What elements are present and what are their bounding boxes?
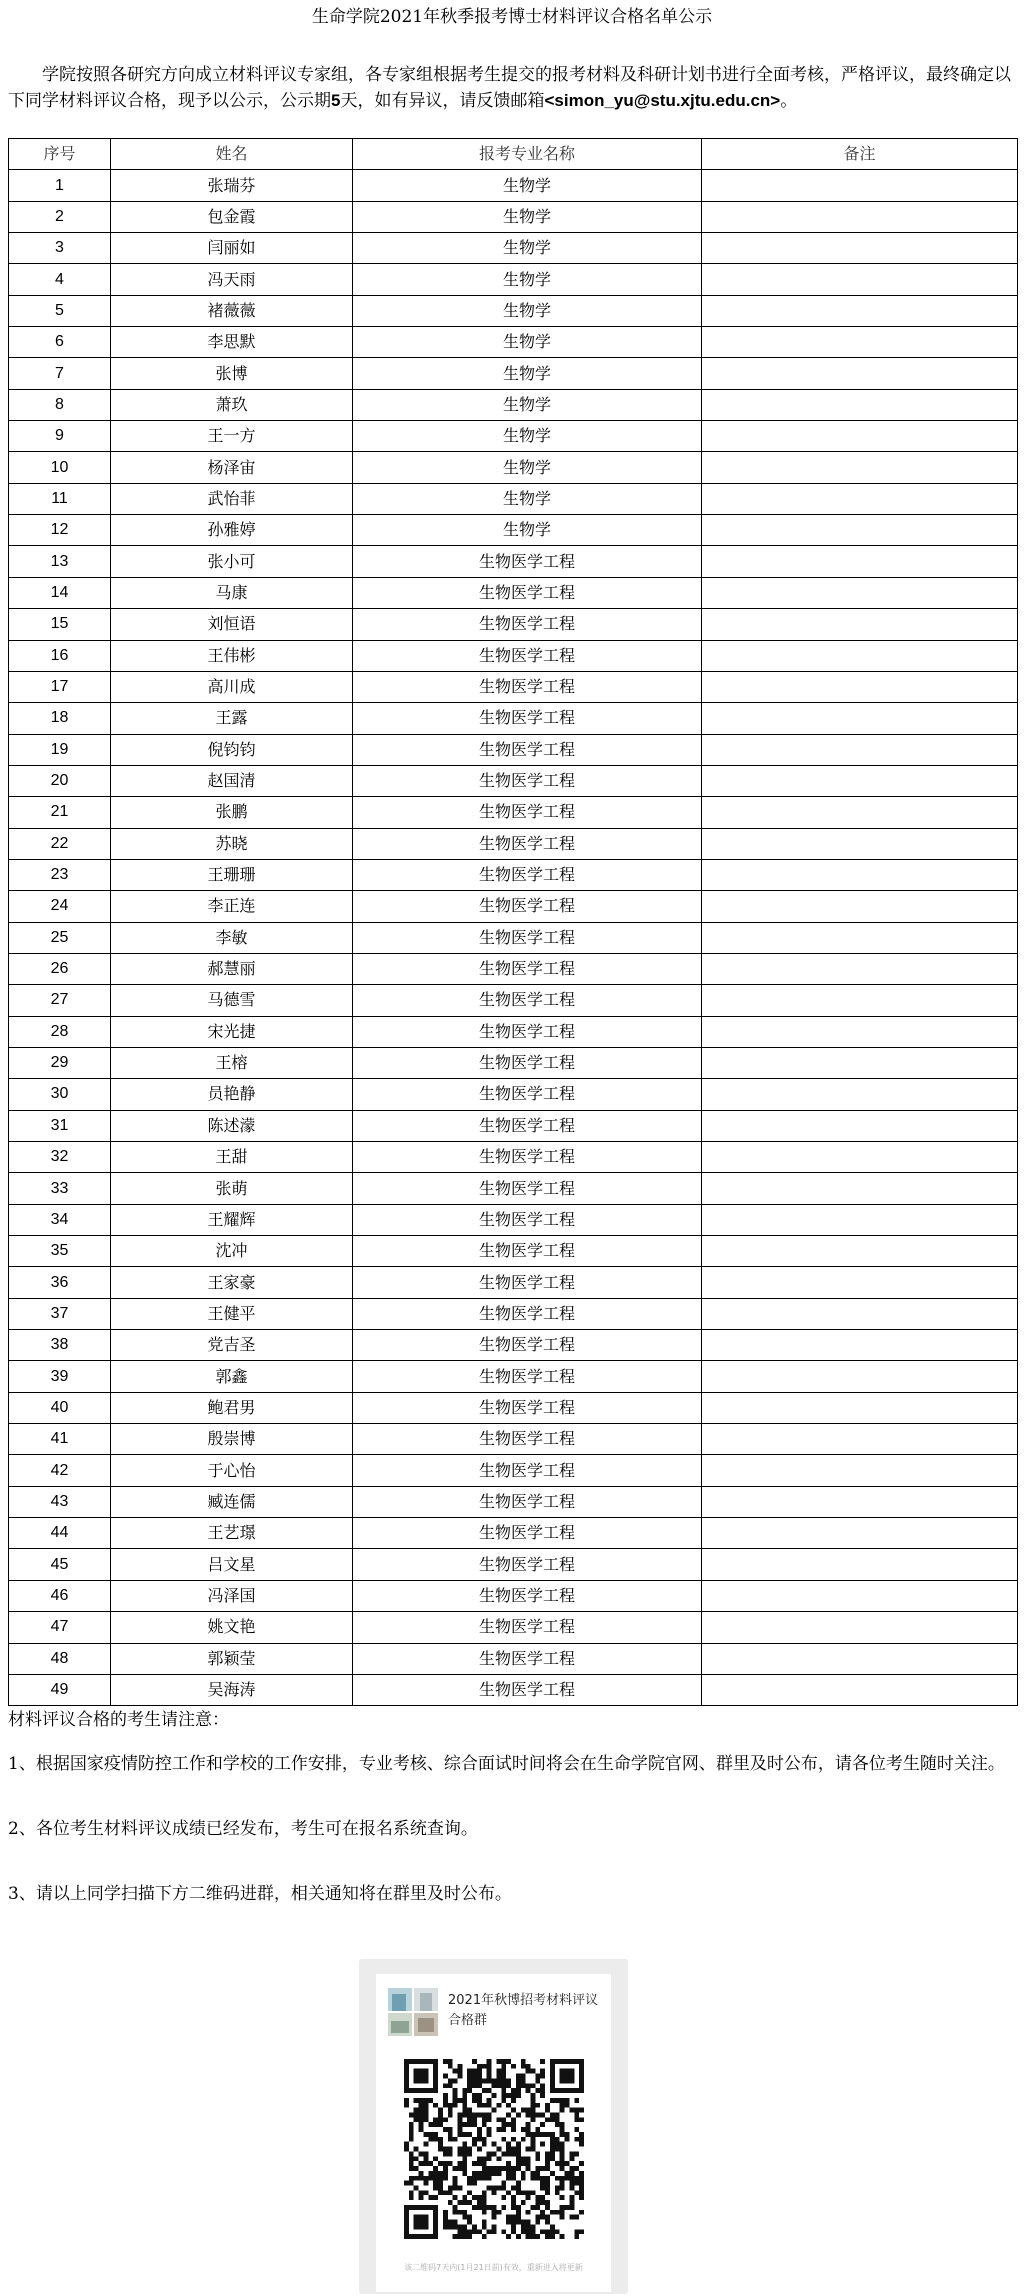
remark-cell: [702, 1674, 1018, 1705]
major-cell: 生物学: [353, 483, 702, 514]
table-row: [9, 985, 1018, 1016]
major-cell: 生物学: [353, 170, 702, 201]
remark-cell: [702, 922, 1018, 953]
index-cell: 13: [9, 546, 111, 577]
qr-code-icon[interactable]: [404, 2059, 584, 2239]
index-cell: 48: [9, 1643, 111, 1674]
name-cell: 闫丽如: [111, 233, 353, 264]
major-cell: 生物医学工程: [353, 1643, 702, 1674]
name-cell: 姚文艳: [111, 1612, 353, 1643]
table-row: [9, 765, 1018, 796]
remark-cell: [702, 734, 1018, 765]
major-cell: 生物学: [353, 327, 702, 358]
index-cell: 29: [9, 1047, 111, 1078]
index-cell: 25: [9, 922, 111, 953]
major-cell: 生物医学工程: [353, 609, 702, 640]
major-cell: 生物医学工程: [353, 828, 702, 859]
index-cell: 32: [9, 1142, 111, 1173]
name-cell: 宋光捷: [111, 1016, 353, 1047]
index-cell: 43: [9, 1486, 111, 1517]
name-cell: 李正连: [111, 891, 353, 922]
name-cell: 包金霞: [111, 201, 353, 232]
remark-cell: [702, 233, 1018, 264]
remark-cell: [702, 671, 1018, 702]
remark-cell: [702, 1079, 1018, 1110]
table-row: [9, 1580, 1018, 1611]
index-cell: 33: [9, 1173, 111, 1204]
table-row: [9, 1486, 1018, 1517]
name-cell: 冯天雨: [111, 264, 353, 295]
name-cell: 杨泽宙: [111, 452, 353, 483]
intro-text-2: 天，如有异议，请反馈邮箱: [340, 91, 545, 111]
remark-cell: [702, 1047, 1018, 1078]
index-cell: 19: [9, 734, 111, 765]
major-cell: 生物医学工程: [353, 1142, 702, 1173]
notice-heading: 材料评议合格的考生请注意：: [8, 1710, 229, 1730]
qr-caption: 该二维码7天内(1月21日前)有效，重新进入将更新: [404, 2263, 583, 2272]
index-cell: 39: [9, 1361, 111, 1392]
table-row: [9, 358, 1018, 389]
name-cell: 党吉圣: [111, 1330, 353, 1361]
name-cell: 高川成: [111, 671, 353, 702]
index-cell: 41: [9, 1424, 111, 1455]
index-cell: 40: [9, 1392, 111, 1423]
name-cell: 于心怡: [111, 1455, 353, 1486]
index-cell: 6: [9, 327, 111, 358]
feedback-email[interactable]: <simon_yu@stu.xjtu.edu.cn>: [544, 91, 781, 110]
name-cell: 王艺璟: [111, 1518, 353, 1549]
name-cell: 张小可: [111, 546, 353, 577]
index-cell: 37: [9, 1298, 111, 1329]
table-row: [9, 671, 1018, 702]
remark-cell: [702, 859, 1018, 890]
notice-section: [8, 1707, 1018, 1946]
index-cell: 42: [9, 1455, 111, 1486]
notice-item-2: 2、各位考生材料评议成绩已经发布，考生可在报名系统查询。: [8, 1819, 478, 1839]
name-cell: 倪钧钧: [111, 734, 353, 765]
table-row: [9, 1455, 1018, 1486]
index-cell: 28: [9, 1016, 111, 1047]
table-row: [9, 1674, 1018, 1705]
major-cell: 生物医学工程: [353, 797, 702, 828]
remark-cell: [702, 1330, 1018, 1361]
table-row: [9, 1142, 1018, 1173]
major-cell: 生物医学工程: [353, 734, 702, 765]
index-cell: 36: [9, 1267, 111, 1298]
table-row: [9, 1549, 1018, 1580]
table-row: [9, 1424, 1018, 1455]
major-cell: 生物学: [353, 389, 702, 420]
qr-card-inner: [376, 1974, 611, 2292]
name-cell: 臧连儒: [111, 1486, 353, 1517]
name-cell: 马康: [111, 577, 353, 608]
index-cell: 9: [9, 421, 111, 452]
name-cell: 苏晓: [111, 828, 353, 859]
name-cell: 王甜: [111, 1142, 353, 1173]
index-cell: 2: [9, 201, 111, 232]
index-cell: 45: [9, 1549, 111, 1580]
major-cell: 生物医学工程: [353, 1267, 702, 1298]
index-cell: 5: [9, 295, 111, 326]
major-cell: 生物学: [353, 515, 702, 546]
major-cell: 生物医学工程: [353, 1173, 702, 1204]
index-cell: 22: [9, 828, 111, 859]
remark-cell: [702, 327, 1018, 358]
major-cell: 生物学: [353, 295, 702, 326]
intro-text-1: 学院按照各研究方向成立材料评议专家组，各专家组根据考生提交的报考材料及科研计划书进行全面考核，严格评议，最终确定以下同学材料评议合格，现予以公示，公示期: [8, 65, 1011, 111]
index-cell: 11: [9, 483, 111, 514]
table-row: [9, 1173, 1018, 1204]
table-row: [9, 264, 1018, 295]
index-cell: 8: [9, 389, 111, 420]
table-row: [9, 201, 1018, 232]
table-body: [9, 170, 1018, 1706]
index-cell: 12: [9, 515, 111, 546]
remark-cell: [702, 640, 1018, 671]
major-cell: 生物学: [353, 264, 702, 295]
name-cell: 吴海涛: [111, 1674, 353, 1705]
major-cell: 生物医学工程: [353, 859, 702, 890]
major-cell: 生物医学工程: [353, 1518, 702, 1549]
index-cell: 21: [9, 797, 111, 828]
remark-cell: [702, 170, 1018, 201]
table-row: [9, 922, 1018, 953]
name-cell: 王露: [111, 703, 353, 734]
index-cell: 27: [9, 985, 111, 1016]
major-cell: 生物医学工程: [353, 765, 702, 796]
index-cell: 1: [9, 170, 111, 201]
remark-cell: [702, 891, 1018, 922]
candidate-table: [8, 138, 1018, 1706]
name-cell: 李敏: [111, 922, 353, 953]
name-cell: 殷崇博: [111, 1424, 353, 1455]
name-cell: 张博: [111, 358, 353, 389]
major-cell: 生物医学工程: [353, 577, 702, 608]
remark-cell: [702, 515, 1018, 546]
name-cell: 王健平: [111, 1298, 353, 1329]
index-cell: 31: [9, 1110, 111, 1141]
name-cell: 赵国清: [111, 765, 353, 796]
major-cell: 生物学: [353, 201, 702, 232]
remark-cell: [702, 1643, 1018, 1674]
header-index: 序号: [9, 139, 111, 170]
remark-cell: [702, 421, 1018, 452]
group-avatar-icon: [388, 1988, 438, 2036]
remark-cell: [702, 201, 1018, 232]
table-header-row: [9, 139, 1018, 170]
name-cell: 武怡菲: [111, 483, 353, 514]
name-cell: 张萌: [111, 1173, 353, 1204]
intro-paragraph: [8, 62, 1016, 114]
name-cell: 褚薇薇: [111, 295, 353, 326]
name-cell: 郭鑫: [111, 1361, 353, 1392]
major-cell: 生物医学工程: [353, 1204, 702, 1235]
remark-cell: [702, 797, 1018, 828]
index-cell: 26: [9, 953, 111, 984]
table-row: [9, 452, 1018, 483]
table-row: [9, 421, 1018, 452]
remark-cell: [702, 953, 1018, 984]
table-row: [9, 1047, 1018, 1078]
remark-cell: [702, 1580, 1018, 1611]
table-row: [9, 327, 1018, 358]
table-row: [9, 703, 1018, 734]
remark-cell: [702, 1267, 1018, 1298]
name-cell: 王伟彬: [111, 640, 353, 671]
remark-cell: [702, 358, 1018, 389]
index-cell: 3: [9, 233, 111, 264]
index-cell: 4: [9, 264, 111, 295]
notice-item-1: 1、根据国家疫情防控工作和学校的工作安排，专业考核、综合面试时间将会在生命学院官网、群里及时公布，请各位考生随时关注。: [8, 1754, 1005, 1774]
table-row: [9, 1361, 1018, 1392]
remark-cell: [702, 483, 1018, 514]
major-cell: 生物医学工程: [353, 985, 702, 1016]
major-cell: 生物医学工程: [353, 1612, 702, 1643]
remark-cell: [702, 389, 1018, 420]
header-remark: 备注: [702, 139, 1018, 170]
major-cell: 生物学: [353, 233, 702, 264]
table-row: [9, 891, 1018, 922]
remark-cell: [702, 546, 1018, 577]
name-cell: 郝慧丽: [111, 953, 353, 984]
major-cell: 生物医学工程: [353, 1361, 702, 1392]
name-cell: 员艳静: [111, 1079, 353, 1110]
index-cell: 23: [9, 859, 111, 890]
major-cell: 生物医学工程: [353, 1674, 702, 1705]
name-cell: 沈冲: [111, 1236, 353, 1267]
table-row: [9, 170, 1018, 201]
table-row: [9, 1110, 1018, 1141]
table-row: [9, 1643, 1018, 1674]
remark-cell: [702, 828, 1018, 859]
major-cell: 生物医学工程: [353, 640, 702, 671]
major-cell: 生物医学工程: [353, 1424, 702, 1455]
publicity-days: 5: [331, 91, 341, 110]
table-row: [9, 953, 1018, 984]
index-cell: 17: [9, 671, 111, 702]
major-cell: 生物医学工程: [353, 1110, 702, 1141]
major-cell: 生物学: [353, 421, 702, 452]
major-cell: 生物医学工程: [353, 922, 702, 953]
index-cell: 10: [9, 452, 111, 483]
table-row: [9, 1236, 1018, 1267]
table-row: [9, 828, 1018, 859]
table-row: [9, 1267, 1018, 1298]
major-cell: 生物医学工程: [353, 1079, 702, 1110]
major-cell: 生物学: [353, 452, 702, 483]
remark-cell: [702, 1142, 1018, 1173]
major-cell: 生物医学工程: [353, 703, 702, 734]
major-cell: 生物医学工程: [353, 1016, 702, 1047]
table-row: [9, 734, 1018, 765]
index-cell: 34: [9, 1204, 111, 1235]
remark-cell: [702, 1016, 1018, 1047]
notice-item-3: 3、请以上同学扫描下方二维码进群，相关通知将在群里及时公布。: [8, 1884, 512, 1904]
remark-cell: [702, 1236, 1018, 1267]
remark-cell: [702, 1361, 1018, 1392]
major-cell: 生物医学工程: [353, 1298, 702, 1329]
table-row: [9, 295, 1018, 326]
name-cell: 张鹏: [111, 797, 353, 828]
remark-cell: [702, 452, 1018, 483]
major-cell: 生物医学工程: [353, 1392, 702, 1423]
major-cell: 生物医学工程: [353, 1455, 702, 1486]
remark-cell: [702, 264, 1018, 295]
remark-cell: [702, 1204, 1018, 1235]
remark-cell: [702, 703, 1018, 734]
remark-cell: [702, 765, 1018, 796]
table-row: [9, 1518, 1018, 1549]
index-cell: 20: [9, 765, 111, 796]
name-cell: 王一方: [111, 421, 353, 452]
name-cell: 鲍君男: [111, 1392, 353, 1423]
table-row: [9, 1016, 1018, 1047]
remark-cell: [702, 985, 1018, 1016]
remark-cell: [702, 1173, 1018, 1204]
index-cell: 14: [9, 577, 111, 608]
major-cell: 生物医学工程: [353, 1047, 702, 1078]
major-cell: 生物医学工程: [353, 891, 702, 922]
major-cell: 生物医学工程: [353, 953, 702, 984]
name-cell: 张瑞芬: [111, 170, 353, 201]
index-cell: 24: [9, 891, 111, 922]
table-row: [9, 1079, 1018, 1110]
table-row: [9, 640, 1018, 671]
remark-cell: [702, 1518, 1018, 1549]
remark-cell: [702, 295, 1018, 326]
name-cell: 冯泽国: [111, 1580, 353, 1611]
table-row: [9, 577, 1018, 608]
index-cell: 44: [9, 1518, 111, 1549]
index-cell: 38: [9, 1330, 111, 1361]
name-cell: 郭颖莹: [111, 1643, 353, 1674]
table-row: [9, 609, 1018, 640]
remark-cell: [702, 1392, 1018, 1423]
major-cell: 生物学: [353, 358, 702, 389]
index-cell: 16: [9, 640, 111, 671]
table-row: [9, 1612, 1018, 1643]
table-row: [9, 389, 1018, 420]
remark-cell: [702, 1110, 1018, 1141]
name-cell: 王家豪: [111, 1267, 353, 1298]
major-cell: 生物医学工程: [353, 671, 702, 702]
table-row: [9, 1330, 1018, 1361]
table-row: [9, 1204, 1018, 1235]
intro-text-3: 。: [780, 91, 798, 111]
major-cell: 生物医学工程: [353, 1549, 702, 1580]
index-cell: 18: [9, 703, 111, 734]
remark-cell: [702, 1549, 1018, 1580]
major-cell: 生物医学工程: [353, 546, 702, 577]
table-row: [9, 1392, 1018, 1423]
table-row: [9, 546, 1018, 577]
name-cell: 刘恒语: [111, 609, 353, 640]
name-cell: 王榕: [111, 1047, 353, 1078]
index-cell: 35: [9, 1236, 111, 1267]
major-cell: 生物医学工程: [353, 1236, 702, 1267]
name-cell: 陈述濛: [111, 1110, 353, 1141]
group-name: 2021年秋博招考材料评议合格群: [448, 1993, 599, 2028]
index-cell: 47: [9, 1612, 111, 1643]
remark-cell: [702, 609, 1018, 640]
page-title: 生命学院2021年秋季报考博士材料评议合格名单公示: [311, 7, 713, 27]
index-cell: 46: [9, 1580, 111, 1611]
index-cell: 30: [9, 1079, 111, 1110]
major-cell: 生物医学工程: [353, 1580, 702, 1611]
name-cell: 马德雪: [111, 985, 353, 1016]
table-row: [9, 483, 1018, 514]
index-cell: 49: [9, 1674, 111, 1705]
remark-cell: [702, 577, 1018, 608]
table-row: [9, 797, 1018, 828]
table-row: [9, 515, 1018, 546]
remark-cell: [702, 1424, 1018, 1455]
table-row: [9, 233, 1018, 264]
name-cell: 王耀辉: [111, 1204, 353, 1235]
table-row: [9, 859, 1018, 890]
major-cell: 生物医学工程: [353, 1330, 702, 1361]
header-name: 姓名: [111, 139, 353, 170]
header-major: 报考专业名称: [353, 139, 702, 170]
index-cell: 7: [9, 358, 111, 389]
name-cell: 王珊珊: [111, 859, 353, 890]
table-row: [9, 1298, 1018, 1329]
name-cell: 李思默: [111, 327, 353, 358]
qr-card: [359, 1959, 628, 2294]
name-cell: 吕文星: [111, 1549, 353, 1580]
major-cell: 生物医学工程: [353, 1486, 702, 1517]
name-cell: 孙雅婷: [111, 515, 353, 546]
remark-cell: [702, 1612, 1018, 1643]
remark-cell: [702, 1455, 1018, 1486]
name-cell: 萧玖: [111, 389, 353, 420]
remark-cell: [702, 1486, 1018, 1517]
index-cell: 15: [9, 609, 111, 640]
remark-cell: [702, 1298, 1018, 1329]
